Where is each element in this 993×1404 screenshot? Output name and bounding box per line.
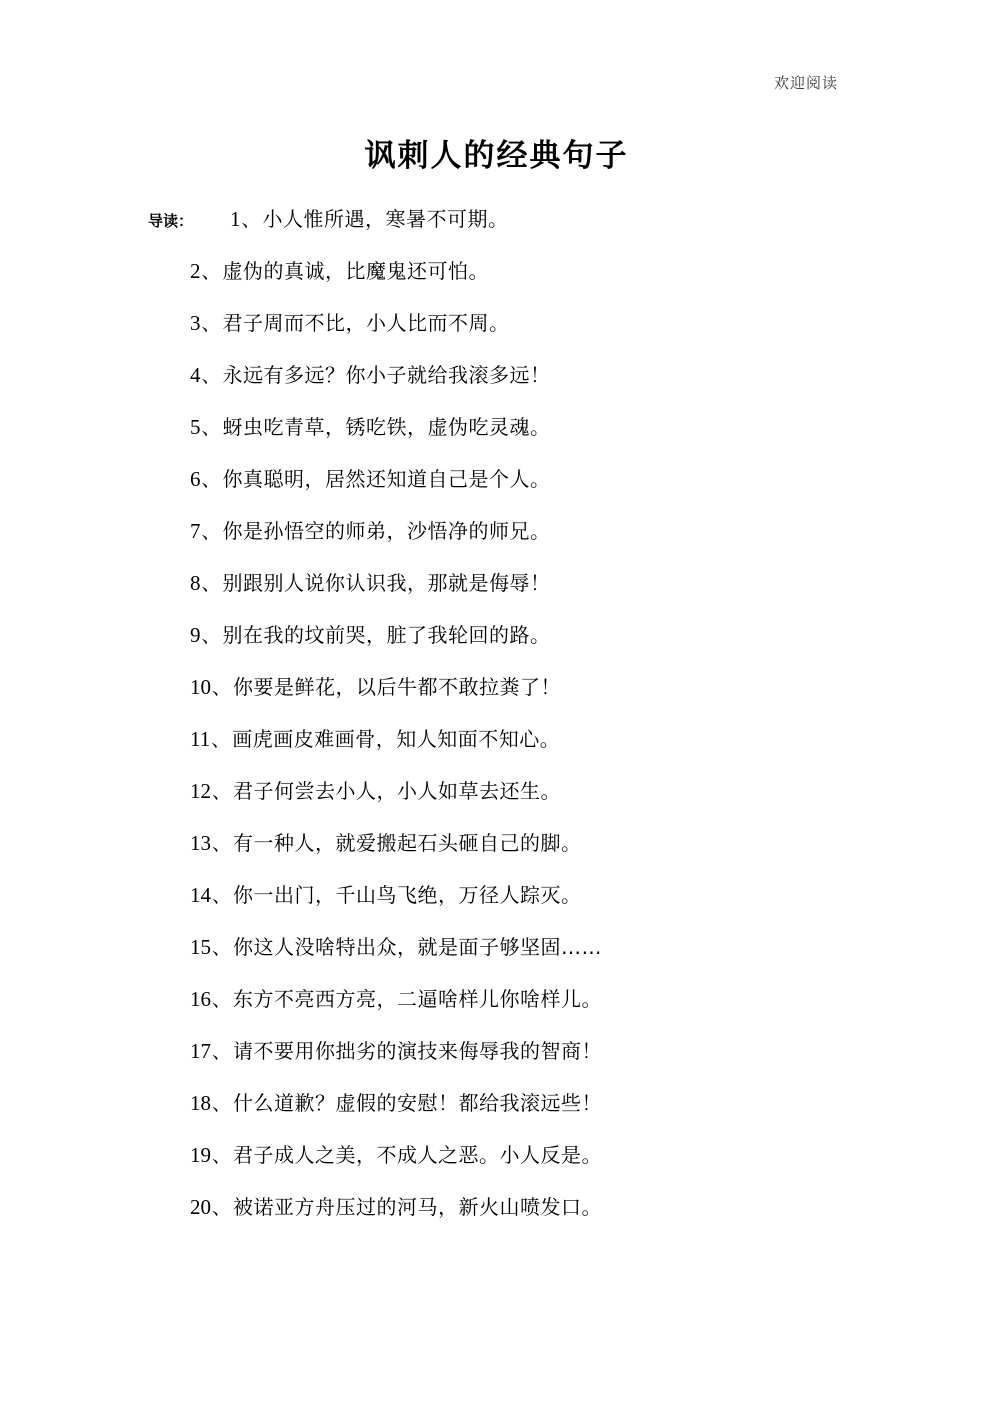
- item-separator: 、: [212, 989, 232, 1011]
- item-separator: 、: [212, 1041, 232, 1063]
- item-separator: 、: [201, 521, 221, 543]
- list-item: [190, 931, 890, 983]
- item-number: 5: [190, 415, 201, 439]
- item-text: 你真聪明，居然还知道自己是个人。: [222, 467, 551, 491]
- sentence-list: [190, 203, 890, 1243]
- item-number: 15: [190, 935, 211, 959]
- list-item: [190, 515, 890, 567]
- item-number: 17: [190, 1039, 211, 1063]
- item-number: 8: [190, 571, 201, 595]
- list-item: [190, 463, 890, 515]
- item-text: 你一出门，千山鸟飞绝，万径人踪灭。: [233, 883, 582, 907]
- item-number: 6: [190, 467, 201, 491]
- list-item: [190, 723, 890, 775]
- item-separator: 、: [212, 1197, 232, 1219]
- item-separator: 、: [211, 729, 231, 751]
- item-text: 请不要用你拙劣的演技来侮辱我的智商！: [233, 1039, 603, 1063]
- item-separator: 、: [201, 625, 221, 647]
- item-number: 3: [190, 311, 201, 335]
- item-text: 被诺亚方舟压过的河马，新火山喷发口。: [233, 1195, 603, 1219]
- item-number: 13: [190, 831, 211, 855]
- list-item: [190, 619, 890, 671]
- item-text: 你是孙悟空的师弟，沙悟净的师兄。: [222, 519, 551, 543]
- item-text: 你这人没啥特出众，就是面子够坚固……: [233, 935, 603, 959]
- lead-label: 导读：: [148, 212, 194, 230]
- page-title: 讽刺人的经典句子: [364, 138, 629, 174]
- item-separator: 、: [212, 1145, 232, 1167]
- item-separator: 、: [212, 1093, 232, 1115]
- item-text: 蚜虫吃青草，锈吃铁，虚伪吃灵魂。: [222, 415, 551, 439]
- list-item: [190, 203, 890, 255]
- list-item: [190, 1139, 890, 1191]
- item-text: 永远有多远？你小子就给我滚多远！: [222, 363, 551, 387]
- item-separator: 、: [212, 833, 232, 855]
- list-item: [190, 983, 890, 1035]
- item-number: 10: [190, 675, 211, 699]
- item-separator: 、: [241, 209, 261, 231]
- item-number: 7: [190, 519, 201, 543]
- item-separator: 、: [201, 417, 221, 439]
- item-text: 有一种人，就爱搬起石头砸自己的脚。: [233, 831, 582, 855]
- item-number: 18: [190, 1091, 211, 1115]
- list-item: [190, 359, 890, 411]
- item-number: 20: [190, 1195, 211, 1219]
- item-number: 14: [190, 883, 211, 907]
- item-text: 君子何尝去小人，小人如草去还生。: [233, 779, 562, 803]
- list-item: [190, 411, 890, 463]
- item-number: 19: [190, 1143, 211, 1167]
- list-item: [190, 1191, 890, 1243]
- item-text: 什么道歉？虚假的安慰！都给我滚远些！: [233, 1091, 603, 1115]
- list-item: [190, 1087, 890, 1139]
- list-item: [190, 567, 890, 619]
- item-separator: 、: [212, 781, 232, 803]
- item-text: 虚伪的真诚，比魔鬼还可怕。: [222, 259, 490, 283]
- item-number: 11: [190, 727, 211, 751]
- item-separator: 、: [201, 313, 221, 335]
- item-separator: 、: [212, 885, 232, 907]
- item-text: 君子成人之美，不成人之恶。小人反是。: [233, 1143, 603, 1167]
- item-text: 别在我的坟前哭，脏了我轮回的路。: [222, 623, 551, 647]
- item-separator: 、: [201, 365, 221, 387]
- item-number: 4: [190, 363, 201, 387]
- list-item: [190, 827, 890, 879]
- list-item: [190, 1035, 890, 1087]
- item-number: 16: [190, 987, 211, 1011]
- item-text: 小人惟所遇，寒暑不可期。: [262, 207, 509, 231]
- item-text: 东方不亮西方亮，二逼啥样儿你啥样儿。: [233, 987, 603, 1011]
- item-text: 画虎画皮难画骨，知人知面不知心。: [232, 727, 561, 751]
- item-text: 别跟别人说你认识我，那就是侮辱！: [222, 571, 551, 595]
- item-number: 12: [190, 779, 211, 803]
- list-item: [190, 775, 890, 827]
- item-number: 9: [190, 623, 201, 647]
- item-separator: 、: [201, 469, 221, 491]
- item-number: 2: [190, 259, 201, 283]
- item-separator: 、: [201, 261, 221, 283]
- list-item: [190, 255, 890, 307]
- item-text: 君子周而不比，小人比而不周。: [222, 311, 510, 335]
- header-note: 欢迎阅读: [773, 74, 838, 92]
- list-item: [190, 879, 890, 931]
- item-separator: 、: [201, 573, 221, 595]
- list-item: [190, 671, 890, 723]
- item-separator: 、: [212, 937, 232, 959]
- item-number: 1: [230, 207, 241, 231]
- item-separator: 、: [212, 677, 232, 699]
- item-text: 你要是鲜花，以后牛都不敢拉粪了！: [233, 675, 562, 699]
- list-item: [190, 307, 890, 359]
